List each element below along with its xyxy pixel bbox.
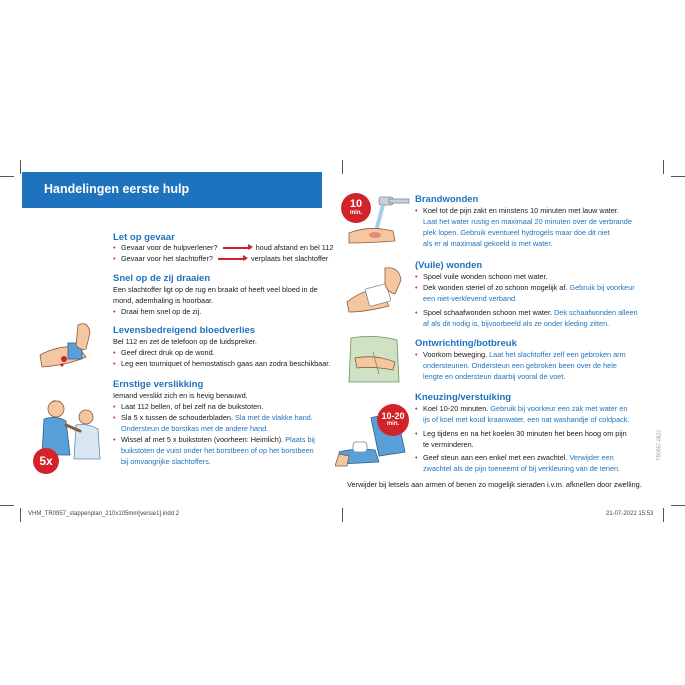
arrow-icon (218, 258, 246, 260)
section-title-bloed: Levensbedreigend bloedverlies (113, 325, 256, 336)
wond-b2b: Gebruik bij voorkeur (569, 283, 635, 292)
crop-mark (342, 508, 343, 522)
bloed-bullet-2: • Leg een tourniquet of hemostatisch gaas aan zodra beschikbaar. (121, 359, 330, 369)
verslik-bullet-1: • Laat 112 bellen, of bel zelf na de buikstoten. (121, 402, 263, 412)
ten-min-badge (341, 193, 371, 223)
wond-bullet-3 (423, 308, 638, 318)
breuk-b1c: ondersteunen. Ondersteun een gebroken been over de hele (423, 361, 617, 370)
crop-mark (671, 176, 685, 177)
wond-bullet-2 (423, 283, 635, 293)
footer-timestamp: 21-07-2022 15:53 (606, 511, 654, 517)
arrow-icon (223, 247, 251, 249)
section-title-brand: Brandwonden (415, 194, 479, 205)
ten-twenty-min-badge (377, 404, 409, 436)
section-title-verslik: Ernstige verslikking (113, 379, 204, 390)
kneuz-bullet-2: • Leg tijdens en na het koelen 30 minuten het been hoog om pijn (423, 429, 627, 439)
kneuz-b3b: Verwijder een (569, 453, 614, 462)
wond-b3c: af als dit nodig is, bijvoorbeeld als ze onder kleding zitten. (423, 319, 610, 328)
verslik-b2c: Ondersteun de borstkas met de andere hand. (121, 424, 269, 433)
wond-b2c: een niet-verklevend verband. (423, 294, 518, 303)
page-title: Handelingen eerste hulp (44, 182, 190, 196)
gevaar-answer-2: verplaats het slachtoffer (251, 254, 329, 263)
bandage-illustration (345, 262, 407, 314)
verslik-b2a: Sla 5 x tussen de schouderbladen. (121, 413, 233, 422)
brand-b1b: Laat het water rustig en maximaal 20 minuten over de verbrande (423, 217, 632, 226)
zij-text-1: Een slachtoffer ligt op de rug en braakt of heeft veel bloed in de (113, 285, 318, 294)
kneuz-b2b: te verminderen. (423, 440, 474, 449)
ten-twenty-badge-unit: min. (386, 421, 400, 427)
gevaar-question-1: Gevaar voor de hulpverlener? (121, 243, 218, 252)
gevaar-line-2 (121, 254, 328, 264)
kneuz-b3c: zwachtel als de pijn toeneemt of bij verkleuring van de tenen. (423, 464, 621, 473)
ten-min-badge-unit: min. (349, 210, 363, 216)
verslik-b3c: buikstoten de vuist onder het borstbeen of op het borstbeen (121, 446, 314, 455)
kneuz-b1b: Gebruik bij voorkeur een zak met water en (490, 404, 628, 413)
crop-mark (20, 508, 21, 522)
gevaar-question-2: Gevaar voor het slachtoffer? (121, 254, 213, 263)
section-title-gevaar: Let op gevaar (113, 232, 175, 243)
brand-b1c: plek lopen. Gebruik eventueel hydrogels maar doe dit niet (423, 228, 610, 237)
crop-mark (20, 160, 21, 174)
crop-mark (0, 176, 14, 177)
breuk-b1b: Laat het slachtoffer zelf een gebroken arm (489, 350, 626, 359)
verslik-text-1: Iemand verslikt zich en is hevig benauwd. (113, 391, 248, 400)
section-title-wond: (Vuile) wonden (415, 260, 483, 271)
crop-mark (663, 508, 664, 522)
header-bar (22, 172, 322, 208)
arm-support-illustration (345, 334, 405, 384)
tourniquet-illustration (38, 315, 108, 375)
kneuz-b3a: Geef steun aan een enkel met een zwachtel. (423, 453, 568, 462)
side-code: TR0957-0822 (657, 430, 663, 461)
crop-mark (663, 160, 664, 174)
breuk-b1d: lengte en ondersteun daarbij vooral de voet. (423, 372, 566, 381)
brand-bullet-1: • Koel tot de pijn zakt en minstens 10 minuten met lauw water. (423, 206, 619, 216)
wond-b3b: Dek schaafwonden alleen (554, 308, 638, 317)
ten-min-badge-number: 10 (349, 198, 363, 210)
verslik-bullet-3 (121, 435, 315, 445)
breuk-bullet-1 (423, 350, 626, 360)
verslik-b2b: Sla met de vlakke hand. (235, 413, 313, 422)
section-title-kneuz: Kneuzing/verstuiking (415, 392, 512, 403)
gevaar-answer-1: houd afstand en bel 112 (255, 243, 334, 252)
crop-mark (671, 505, 685, 506)
wond-b2a: Dek wonden steriel of zo schoon mogelijk af. (423, 283, 568, 292)
wond-bullet-1: • Spoel vuile wonden schoon met water. (423, 272, 548, 282)
section-title-zij: Snel op de zij draaien (113, 273, 211, 284)
kneuz-b1c: ijs of koel met koud kraanwater, een nat washandje of coldpack. (423, 415, 630, 424)
verslik-b3a: Wissel af met 5 x buikstoten (voorheen: Heimlich). (121, 435, 284, 444)
crop-mark (342, 160, 343, 174)
kneuz-bullet-3 (423, 453, 614, 463)
bloed-bullet-1: • Geef direct druk op de wond. (121, 348, 215, 358)
verslik-bullet-2 (121, 413, 313, 423)
crop-mark (0, 505, 14, 506)
gevaar-line-1 (121, 243, 333, 253)
closing-note: Verwijder bij letsels aan armen of benen zo mogelijk sieraden i.v.m. afknellen door zwelling. (347, 480, 642, 489)
wond-b3a: Spoel schaafwonden schoon met water. (423, 308, 552, 317)
brand-b1d: als er al maximaal gekoeld is met water. (423, 239, 553, 248)
five-times-badge: 5x (33, 448, 59, 474)
verslik-b3b: Plaats bij (285, 435, 315, 444)
section-title-breuk: Ontwrichting/botbreuk (415, 338, 517, 349)
zij-text-2: mond, ademhaling is hoorbaar. (113, 296, 214, 305)
zij-bullet-1: • Draai hem snel op de zij. (121, 307, 201, 317)
ten-twenty-badge-number: 10-20 (381, 411, 405, 421)
bloed-text-1: Bel 112 en zet de telefoon op de luidspreker. (113, 337, 257, 346)
breuk-b1a: Voorkom beweging. (423, 350, 488, 359)
footer-file-info: VHM_TR0957_stappenplan_210x105mm[versie1].indd 2 (28, 511, 180, 517)
kneuz-bullet-1 (423, 404, 627, 414)
kneuz-b1a: Koel 10-20 minuten. (423, 404, 489, 413)
verslik-b3d: bij omvangrijke slachtoffers. (121, 457, 211, 466)
